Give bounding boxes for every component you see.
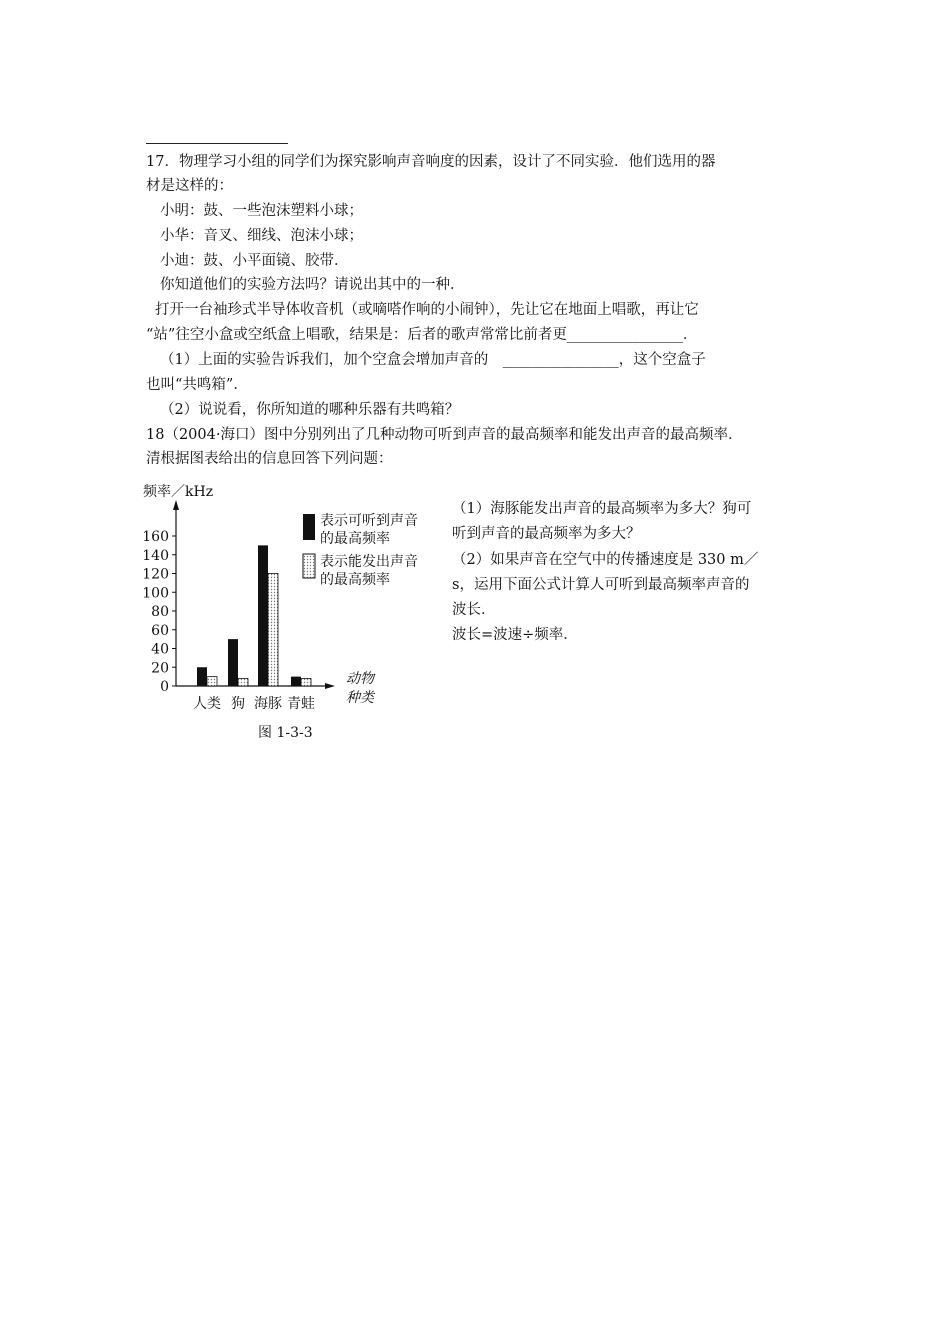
y-tick-label: 60	[151, 622, 169, 639]
bar-emit-3	[301, 679, 311, 687]
x-category-label: 人类	[193, 696, 221, 712]
bar-hear-2	[258, 545, 268, 686]
footnote-rule	[146, 143, 288, 144]
legend-hear-line2: 的最高频率	[320, 531, 390, 547]
bar-hear-3	[291, 677, 301, 686]
x-axis-title-line1: 动物	[346, 671, 374, 687]
bar-hear-1	[228, 639, 238, 686]
y-tick-label: 20	[151, 660, 169, 677]
y-tick-label: 140	[142, 547, 169, 564]
legend-emit-line1: 表示能发出声音	[320, 554, 418, 570]
x-axis-arrow	[325, 683, 335, 689]
q18-line2: 清根据图表给出的信息回答下列问题：	[146, 451, 393, 467]
q17-radio2: “站”往空小盒或空纸盒上唱歌，结果是：后者的歌声常常比前者更________________．	[146, 327, 698, 343]
bar-emit-1	[238, 679, 248, 687]
y-tick-label: 80	[151, 604, 169, 620]
bar-emit-2	[268, 574, 278, 687]
x-axis-title-line2: 种类	[346, 690, 374, 706]
q18-part2-line1: （2）如果声音在空气中的传播速度是 330 m／	[452, 552, 759, 568]
y-tick-label: 100	[142, 585, 169, 602]
q17-line2: 材是这样的：	[146, 178, 233, 194]
frequency-bar-chart	[138, 480, 448, 740]
y-tick-label: 160	[142, 529, 169, 545]
y-tick-label: 120	[142, 566, 169, 583]
y-tick-label: 0	[160, 679, 169, 695]
x-category-label: 狗	[231, 696, 245, 712]
q18-part2-line3: 波长．	[452, 602, 496, 618]
q17-ask: 你知道他们的实验方法吗？请说出其中的一种．	[160, 277, 465, 293]
x-category-label: 海豚	[254, 696, 282, 712]
q18-part1-line1: （1）海豚能发出声音的最高频率为多大？狗可	[452, 501, 752, 517]
q18-line1: 18（2004·海口）图中分别列出了几种动物可听到声音的最高频率和能发出声音的最高频率．	[146, 427, 743, 443]
q17-xiaohua: 小华：音叉、细线、泡沫小球；	[160, 228, 363, 244]
q18-part1-line2: 听到声音的最高频率为多大？	[452, 526, 641, 542]
q17-sub1a: （1）上面的实验告诉我们，加个空盒会增加声音的 ________________，这个空盒子	[160, 352, 706, 368]
q18-formula: 波长=波速÷频率．	[452, 627, 578, 643]
legend-swatch-hear	[303, 514, 315, 540]
q17-line1: 17．物理学习小组的同学们为探究影响声音响度的因素，设计了不同实验．他们选用的器	[146, 154, 716, 170]
q17-xiaoming: 小明：鼓、一些泡沫塑料小球；	[160, 203, 363, 219]
x-category-label: 青蛙	[287, 696, 315, 712]
legend-swatch-emit	[303, 554, 315, 578]
q17-radio1: 打开一台袖珍式半导体收音机（或嘀嗒作响的小闹钟），先让它在地面上唱歌，再让它	[155, 302, 699, 318]
q17-xiaodi: 小迪：鼓、小平面镜、胶带．	[160, 253, 349, 269]
legend-hear-line1: 表示可听到声音	[320, 513, 418, 529]
q17-sub1b: 也叫“共鸣箱”．	[146, 377, 248, 393]
q17-sub2: （2）说说看，你所知道的哪种乐器有共鸣箱？	[160, 402, 460, 418]
q18-part2-line2: s，运用下面公式计算人可听到最高频率声音的	[452, 577, 750, 593]
figure-caption: 图 1-3-3	[258, 725, 313, 740]
legend-emit-line2: 的最高频率	[320, 572, 390, 588]
bar-emit-0	[207, 677, 217, 686]
y-axis-title: 频率／kHz	[143, 484, 214, 500]
bar-hear-0	[197, 667, 207, 686]
y-axis-arrow	[173, 500, 179, 510]
y-tick-label: 40	[151, 641, 169, 658]
